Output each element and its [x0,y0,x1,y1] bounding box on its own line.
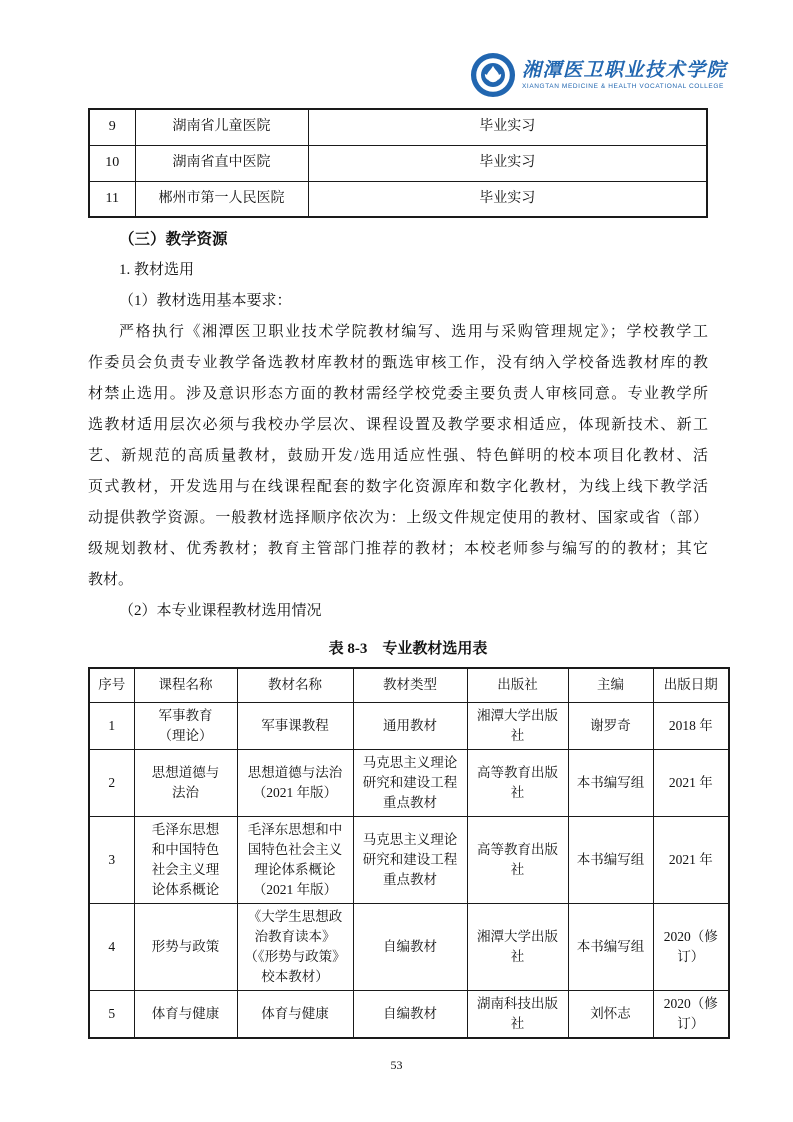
cell-textbook: 毛泽东思想和中国特色社会主义理论体系概论（2021 年版） [237,816,353,903]
cell-index: 4 [89,903,134,990]
cell-pubdate: 2018 年 [653,702,729,749]
paragraph-line: 选教材适用层次必须与我校办学层次、课程设置及教学要求相适应，体现新技术、新工 [88,417,708,433]
section-heading: （三）教学资源 [119,231,228,248]
cell-type: 自编教材 [353,903,467,990]
college-emblem-icon [470,52,516,98]
col-header-pubdate: 出版日期 [653,668,729,702]
cell-pubdate: 2021 年 [653,816,729,903]
cell-type: 自编教材 [353,990,467,1038]
cell-editor: 本书编写组 [568,816,653,903]
cell-editor: 本书编写组 [568,749,653,816]
cell-textbook: 思想道德与法治（2021 年版） [237,749,353,816]
col-header-publisher: 出版社 [467,668,568,702]
internship-type: 毕业实习 [308,145,707,181]
internship-table [88,108,708,218]
cell-index: 2 [89,749,134,816]
cell-type: 马克思主义理论研究和建设工程重点教材 [353,816,467,903]
table-row [89,109,707,145]
table-header-row [89,668,729,702]
cell-course: 形势与政策 [134,903,237,990]
table-row [89,181,707,217]
internship-type: 毕业实习 [308,109,707,145]
col-header-editor: 主编 [568,668,653,702]
row-index: 10 [89,145,135,181]
row-index: 9 [89,109,135,145]
college-logo-text [522,60,727,91]
point-heading-1: （1）教材选用基本要求： [119,293,292,309]
internship-type: 毕业实习 [308,181,707,217]
cell-publisher: 湘潭大学出版社 [467,903,568,990]
cell-editor: 本书编写组 [568,903,653,990]
paragraph-line: 材禁止选用。涉及意识形态方面的教材需经学校党委主要负责人审核同意。专业教学所 [88,386,708,402]
table-row [89,903,729,990]
table-row [89,702,729,749]
page-header [88,52,727,100]
col-header-type: 教材类型 [353,668,467,702]
paragraph-line: 严格执行《湘潭医卫职业技术学院教材编写、选用与采购管理规定》；学校教学工 [119,324,708,340]
paragraph-line: 动提供教学资源。一般教材选择顺序依次为：上级文件规定使用的教材、国家或省（部） [88,510,708,526]
cell-course: 毛泽东思想和中国特色社会主义理论体系概论 [134,816,237,903]
cell-pubdate: 2020（修订） [653,903,729,990]
col-header-index: 序号 [89,668,134,702]
paragraph-line: 艺、新规范的高质量教材，鼓励开发/选用适应性强、特色鲜明的校本项目化教材、活 [88,448,708,464]
table-row [89,990,729,1038]
college-logo [470,52,727,98]
cell-editor: 谢罗奇 [568,702,653,749]
hospital-name: 湖南省直中医院 [135,145,308,181]
hospital-name: 郴州市第一人民医院 [135,181,308,217]
table-row [89,749,729,816]
col-header-textbook: 教材名称 [237,668,353,702]
cell-publisher: 高等教育出版社 [467,816,568,903]
cell-type: 通用教材 [353,702,467,749]
cell-textbook: 体育与健康 [237,990,353,1038]
point-heading-2: （2）本专业课程教材选用情况 [119,603,322,619]
cell-pubdate: 2020（修订） [653,990,729,1038]
cell-type: 马克思主义理论研究和建设工程重点教材 [353,749,467,816]
college-name-zh: 湘潭医卫职业技术学院 [521,59,727,81]
cell-course: 军事教育（理论） [134,702,237,749]
page-footer [0,1056,793,1074]
cell-textbook: 《大学生思想政治教育读本》（《形势与政策》校本教材） [237,903,353,990]
cell-course: 思想道德与法治 [134,749,237,816]
college-name-en: XIANGTAN MEDICINE & HEALTH VOCATIONAL COLLEGE [521,82,724,90]
cell-editor: 刘怀志 [568,990,653,1038]
cell-pubdate: 2021 年 [653,749,729,816]
cell-publisher: 湘潭大学出版社 [467,702,568,749]
textbook-table [88,667,730,1039]
cell-publisher: 高等教育出版社 [467,749,568,816]
col-header-course: 课程名称 [134,668,237,702]
paragraph-line: 级规划教材、优秀教材；教育主管部门推荐的教材；本校老师参与编写的的教材；其它 [88,541,708,557]
cell-index: 3 [89,816,134,903]
row-index: 11 [89,181,135,217]
paragraph-line: 教材。 [88,572,134,588]
hospital-name: 湖南省儿童医院 [135,109,308,145]
table-row [89,145,707,181]
paragraph-line: 页式教材，开发选用与在线课程配套的数字化资源库和数字化教材，为线上线下教学活 [88,479,708,495]
cell-course: 体育与健康 [134,990,237,1038]
subsection-heading: 1. 教材选用 [119,262,195,278]
table-row [89,816,729,903]
table-caption: 表 8-3 专业教材选用表 [328,641,488,657]
paragraph-line: 作委员会负责专业教学备选教材库教材的甄选审核工作，没有纳入学校备选教材库的教 [88,355,708,371]
body-paragraph [88,317,708,596]
cell-publisher: 湖南科技出版社 [467,990,568,1038]
cell-textbook: 军事课教程 [237,702,353,749]
cell-index: 5 [89,990,134,1038]
cell-index: 1 [89,702,134,749]
page-number: 53 [390,1058,403,1072]
